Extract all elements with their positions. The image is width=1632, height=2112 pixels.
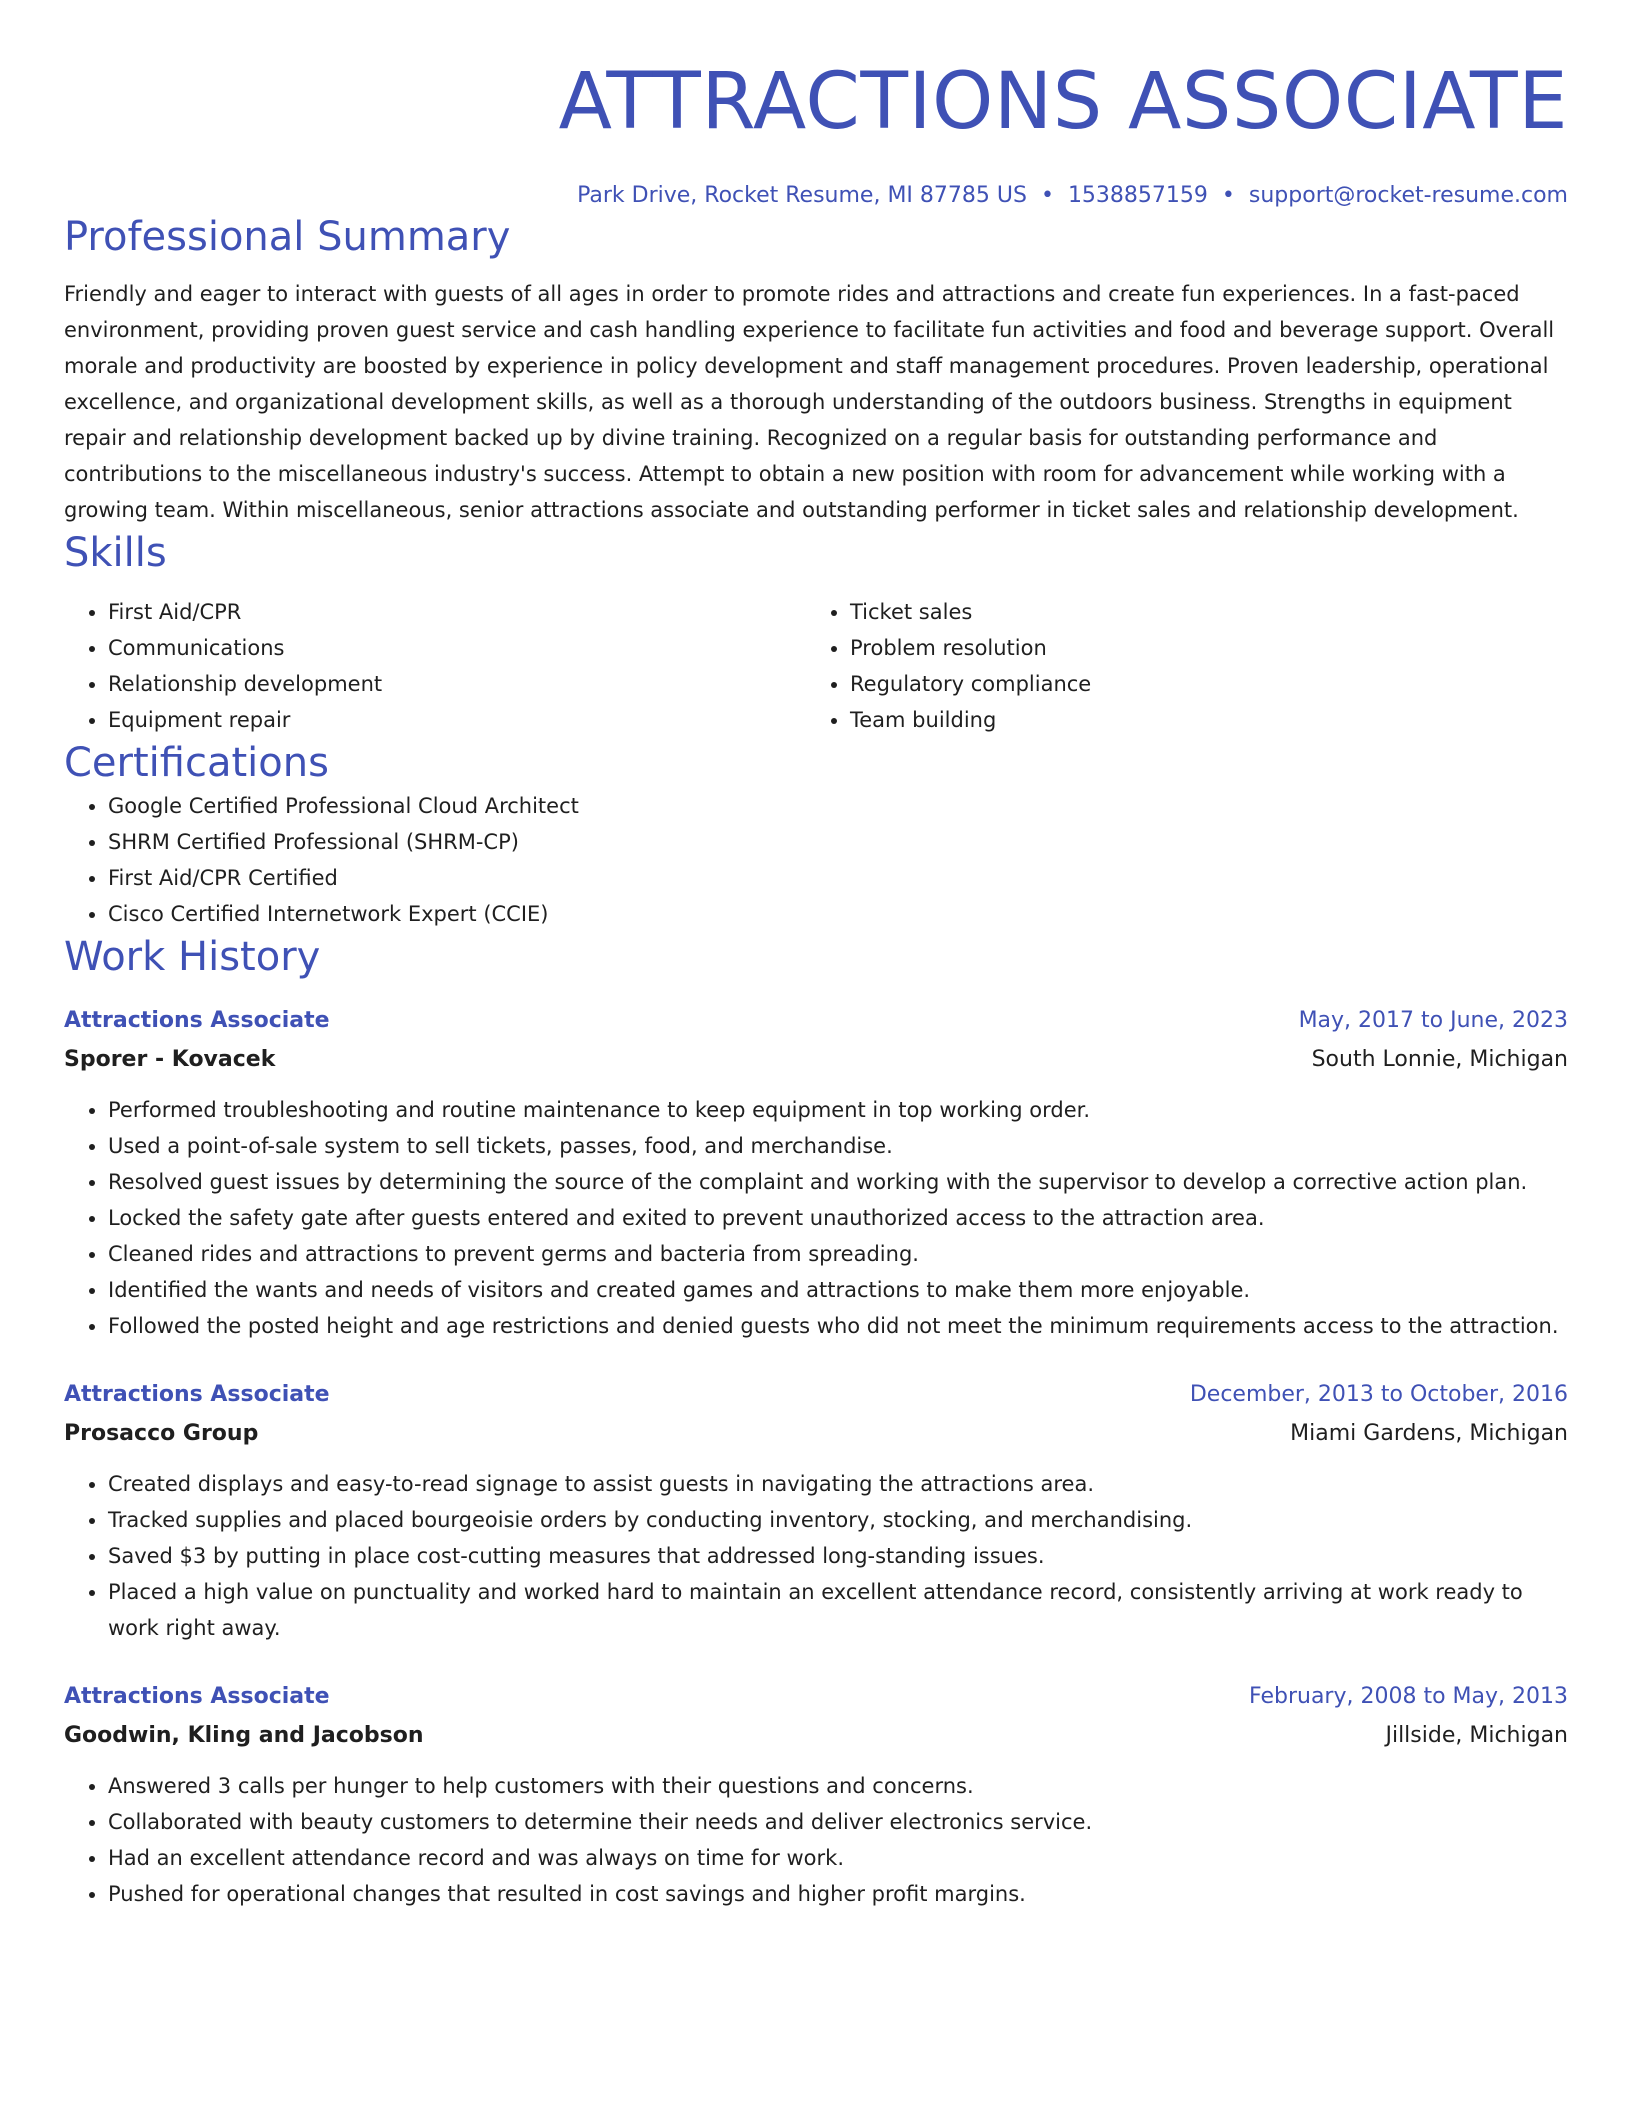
job-duty: • Used a point-of-sale system to sell tickets, passes, food, and merchandise.	[108, 1128, 1568, 1164]
job-title: Attractions Associate	[64, 1382, 330, 1407]
skill-item: • Equipment repair	[108, 702, 806, 738]
skills-column-left	[64, 594, 806, 738]
job-dates: February, 2008 to May, 2013	[1249, 1684, 1568, 1709]
work-history-heading: Work History	[64, 934, 321, 980]
skill-item: • Relationship development	[108, 666, 806, 702]
job-duties	[64, 1092, 1568, 1344]
contact-separator: •	[1040, 183, 1054, 208]
contact-line	[64, 180, 1568, 212]
job-duties	[64, 1768, 1568, 1912]
job-duty: • Resolved guest issues by determining the source of the complaint and working with the supervisor to develop a corrective action plan.	[108, 1164, 1568, 1200]
job-duty: • Identified the wants and needs of visitors and created games and attractions to make them more enjoyable.	[108, 1272, 1568, 1308]
job-duty: • Pushed for operational changes that resulted in cost savings and higher profit margins.	[108, 1876, 1568, 1912]
certification-item: • Cisco Certified Internetwork Expert (CCIE)	[108, 896, 1568, 932]
job-company: Sporer - Kovacek	[64, 1047, 276, 1072]
job-duty: • Saved $3 by putting in place cost-cutting measures that addressed long-standing issues.	[108, 1538, 1568, 1574]
job-company-row	[64, 1414, 1568, 1454]
resume-title: ATTRACTIONS ASSOCIATE	[558, 57, 1568, 147]
job-duty: • Placed a high value on punctuality and worked hard to maintain an excellent attendance record, consistently arriving at work ready to work right away.	[108, 1574, 1568, 1646]
skills-list	[64, 594, 1568, 738]
certification-item: • Google Certified Professional Cloud Architect	[108, 788, 1568, 824]
certification-item: • SHRM Certified Professional (SHRM-CP)	[108, 824, 1568, 860]
job-duty: • Performed troubleshooting and routine maintenance to keep equipment in top working order.	[108, 1092, 1568, 1128]
summary-heading: Professional Summary	[64, 214, 511, 260]
certifications-heading: Certifications	[64, 740, 329, 786]
job-location: South Lonnie, Michigan	[1311, 1047, 1568, 1072]
job-entry	[64, 1376, 1568, 1646]
job-title: Attractions Associate	[64, 1684, 330, 1709]
skill-item: • Team building	[850, 702, 1548, 738]
job-dates: December, 2013 to October, 2016	[1189, 1382, 1568, 1407]
job-entry	[64, 1678, 1568, 1912]
skill-item: • Regulatory compliance	[850, 666, 1548, 702]
skills-column-right	[806, 594, 1548, 738]
job-duty: • Had an excellent attendance record and was always on time for work.	[108, 1840, 1568, 1876]
skills-heading: Skills	[64, 530, 167, 576]
job-header-row	[64, 1002, 1568, 1040]
contact-address: Park Drive, Rocket Resume, MI 87785 US	[577, 183, 1027, 208]
skill-item: • Ticket sales	[850, 594, 1548, 630]
job-header-row	[64, 1678, 1568, 1716]
job-header-row	[64, 1376, 1568, 1414]
resume-header	[64, 0, 1568, 212]
job-title: Attractions Associate	[64, 1008, 330, 1033]
job-duty: • Followed the posted height and age restrictions and denied guests who did not meet the minimum requirements access to the attraction.	[108, 1308, 1568, 1344]
job-company: Goodwin, Kling and Jacobson	[64, 1723, 424, 1748]
certification-item: • First Aid/CPR Certified	[108, 860, 1568, 896]
job-location: Jillside, Michigan	[1385, 1723, 1568, 1748]
job-duty: • Answered 3 calls per hunger to help customers with their questions and concerns.	[108, 1768, 1568, 1804]
job-company-row	[64, 1040, 1568, 1080]
job-company: Prosacco Group	[64, 1421, 259, 1446]
job-duty: • Created displays and easy-to-read signage to assist guests in navigating the attractions area.	[108, 1466, 1568, 1502]
job-location: Miami Gardens, Michigan	[1290, 1421, 1568, 1446]
skill-item: • Problem resolution	[850, 630, 1548, 666]
job-company-row	[64, 1716, 1568, 1756]
job-dates: May, 2017 to June, 2023	[1298, 1008, 1568, 1033]
summary-text: Friendly and eager to interact with guests of all ages in order to promote rides and attractions and create fun experiences. In a fast-paced environment, providing proven guest service and cash handling experience to facilitate fun activities and food and beverage support. Overall morale and productivity are boosted by experience in policy development and staff management procedures. Proven leadership, operational excellence, and organizational development skills, as well as a thorough understanding of the outdoors business. Strengths in equipment repair and relationship development backed up by divine training. Recognized on a regular basis for outstanding performance and contributions to the miscellaneous industry's success. Attempt to obtain a new position with room for advancement while working with a growing team. Within miscellaneous, senior attractions associate and outstanding performer in ticket sales and relationship development.	[64, 282, 1555, 522]
job-duty: • Locked the safety gate after guests entered and exited to prevent unauthorized access to the attraction area.	[108, 1200, 1568, 1236]
skill-item: • Communications	[108, 630, 806, 666]
resume-page	[64, 0, 1568, 1912]
job-duty: • Cleaned rides and attractions to prevent germs and bacteria from spreading.	[108, 1236, 1568, 1272]
job-duty: • Collaborated with beauty customers to determine their needs and deliver electronics service.	[108, 1804, 1568, 1840]
contact-phone: 1538857159	[1067, 183, 1208, 208]
contact-email: support@rocket-resume.com	[1248, 183, 1568, 208]
job-duty: • Tracked supplies and placed bourgeoisie orders by conducting inventory, stocking, and merchandising.	[108, 1502, 1568, 1538]
job-entry	[64, 1002, 1568, 1344]
contact-separator: •	[1221, 183, 1235, 208]
job-duties	[64, 1466, 1568, 1646]
certifications-list	[64, 788, 1568, 932]
skill-item: • First Aid/CPR	[108, 594, 806, 630]
